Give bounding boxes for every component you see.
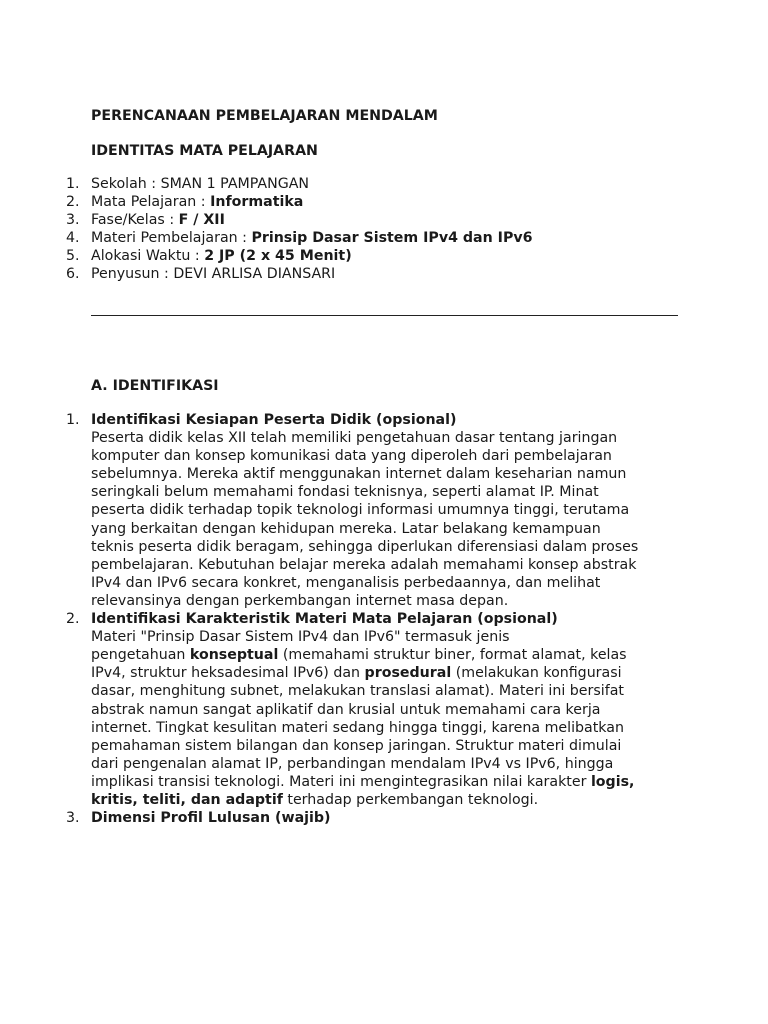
item-title: Identifikasi Kesiapan Peserta Didik (opsional) — [91, 412, 457, 428]
paragraph-line: implikasi transisi teknologi. Materi ini mengintegrasikan nilai karakter logis, — [91, 773, 635, 790]
paragraph-line: seringkali belum memahami fondasi teknisnya, seperti alamat IP. Minat — [91, 484, 599, 501]
identity-item-author: 6. Penyusun : DEVI ARLISA DIANSARI — [66, 266, 336, 283]
paragraph-line: pembelajaran. Kebutuhan belajar mereka adalah memahami konsep abstrak — [91, 556, 637, 573]
horizontal-divider — [91, 315, 678, 316]
identification-item-material-characteristics: 2. Identifikasi Karakteristik Materi Mata Pelajaran (opsional) Materi "Prinsip Dasar Sistem IPv4 dan IPv6" termasuk jenis pengetahuan konseptual (memahami struktur biner, format alamat, kelas IPv4, struktur heksadesimal IPv6) dan prosedural (melakukan konfigurasi dasar, menghitung subnet, melakukan translasi alamat). Materi ini bersifat abstrak namun sangat aplikatif dan krusial untuk memahami cara kerja internet. Tingkat kesulitan materi sedang hingga tinggi, karena melibatkan pemahaman sistem bilangan dan konsep jaringan. Struktur materi dimulai dari pengenalan alamat IP, perbandingan mendalam IPv4 vs IPv6, hingga implikasi transisi teknologi. Materi ini mengintegrasikan nilai karakter logis, kritis, teliti, dan adaptif terhadap perkembangan teknologi. — [91, 610, 691, 809]
document-title: PERENCANAAN PEMBELAJARAN MENDALAM — [91, 108, 438, 124]
identity-item-subject: 2. Mata Pelajaran : Informatika — [66, 194, 304, 211]
paragraph-line: abstrak namun sangat aplikatif dan krusial untuk memahami cara kerja — [91, 701, 601, 718]
paragraph-line: teknis peserta didik beragam, sehingga diperlukan diferensiasi dalam proses — [91, 538, 639, 555]
identification-list — [66, 411, 691, 827]
identity-item-school: 1. Sekolah : SMAN 1 PAMPANGAN — [66, 176, 310, 192]
identity-item-time: 5. Alokasi Waktu : 2 JP (2 x 45 Menit) — [66, 248, 352, 265]
paragraph-line: Materi "Prinsip Dasar Sistem IPv4 dan IPv6" termasuk jenis — [91, 629, 510, 646]
paragraph-line: komputer dan konsep komunikasi data yang diperoleh dari pembelajaran — [91, 448, 612, 465]
identity-list — [66, 175, 691, 284]
identity-heading: IDENTITAS MATA PELAJARAN — [91, 143, 318, 159]
paragraph-line: dari pengenalan alamat IP, perbandingan mendalam IPv4 vs IPv6, hingga — [91, 755, 614, 772]
paragraph-line: peserta didik terhadap topik teknologi informasi umumnya tinggi, terutama — [91, 502, 630, 519]
identification-item-readiness: 1. Identifikasi Kesiapan Peserta Didik (opsional) Peserta didik kelas XII telah memiliki pengetahuan dasar tentang jaringan komputer dan konsep komunikasi data yang diperoleh dari pembelajaran sebelumnya. Mereka aktif menggunakan internet dalam keseharian namun seringkali belum memahami fondasi teknisnya, seperti alamat IP. Minat peserta didik terhadap topik teknologi informasi umumnya tinggi, terutama yang berkaitan dengan kehidupan mereka. Latar belakang kemampuan teknis peserta didik beragam, sehingga diperlukan diferensiasi dalam proses pembelajaran. Kebutuhan belajar mereka adalah memahami konsep abstrak IPv4 dan IPv6 secara konkret, menganalisis perbedaannya, dan melihat relevansinya dengan perkembangan internet masa depan. — [91, 411, 691, 610]
identification-item-graduate-profile: 3. Dimensi Profil Lulusan (wajib) — [91, 809, 691, 827]
identity-item-material: 4. Materi Pembelajaran : Prinsip Dasar Sistem IPv4 dan IPv6 — [66, 230, 533, 247]
item-title: Dimensi Profil Lulusan (wajib) — [91, 810, 331, 827]
paragraph-line: pengetahuan konseptual (memahami struktur biner, format alamat, kelas — [91, 647, 627, 664]
paragraph-line: pemahaman sistem bilangan dan konsep jaringan. Struktur materi dimulai — [91, 737, 622, 754]
paragraph-line: relevansinya dengan perkembangan internet masa depan. — [91, 592, 509, 609]
paragraph-line: internet. Tingkat kesulitan materi sedang hingga tinggi, karena melibatkan — [91, 719, 624, 736]
section-a-heading: A. IDENTIFIKASI — [91, 378, 219, 394]
item-title: Identifikasi Karakteristik Materi Mata Pelajaran (opsional) — [91, 611, 558, 628]
paragraph-line: yang berkaitan dengan kehidupan mereka. Latar belakang kemampuan — [91, 520, 601, 537]
identity-item-class: 3. Fase/Kelas : F / XII — [66, 212, 225, 229]
paragraph-line: IPv4 dan IPv6 secara konkret, menganalisis perbedaannya, dan melihat — [91, 574, 601, 591]
paragraph-line: Peserta didik kelas XII telah memiliki pengetahuan dasar tentang jaringan — [91, 430, 618, 447]
paragraph-line: kritis, teliti, dan adaptif terhadap perkembangan teknologi. — [91, 791, 539, 808]
paragraph-line: dasar, menghitung subnet, melakukan translasi alamat). Materi ini bersifat — [91, 683, 624, 700]
paragraph-line: sebelumnya. Mereka aktif menggunakan internet dalam keseharian namun — [91, 466, 627, 483]
paragraph-line: IPv4, struktur heksadesimal IPv6) dan prosedural (melakukan konfigurasi — [91, 665, 622, 682]
